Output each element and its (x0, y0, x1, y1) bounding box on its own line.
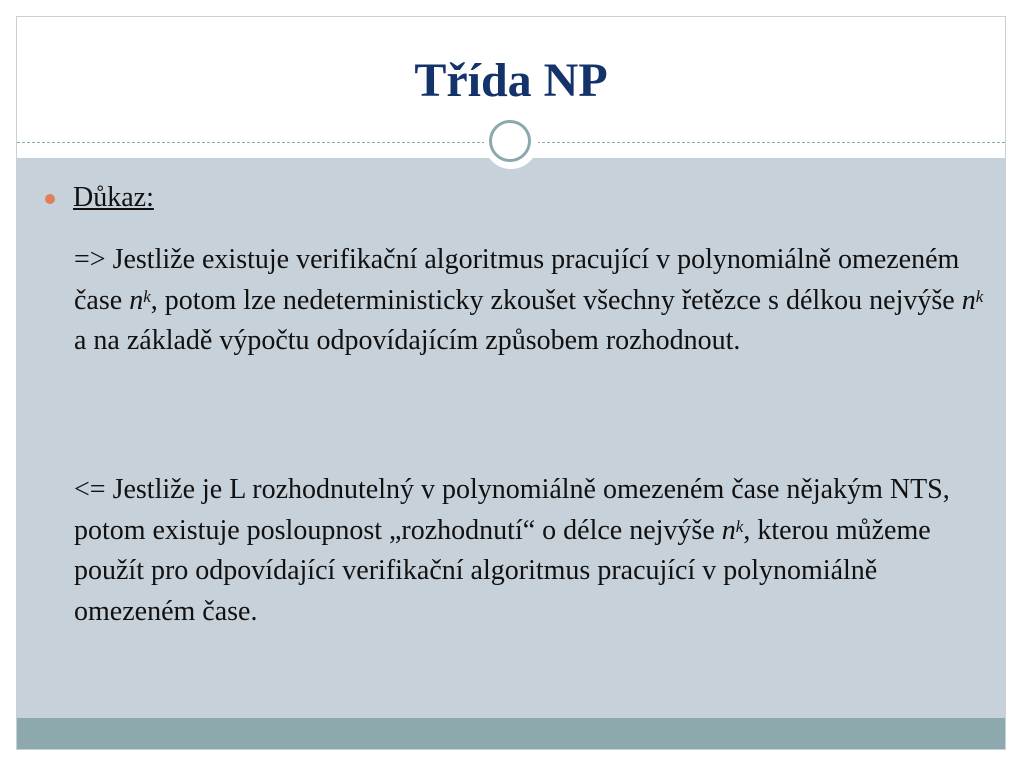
paragraph2-exponent-k: k (735, 516, 744, 536)
paragraph1-text-c: a na základě výpočtu odpovídajícím způsobem rozhodnout. (74, 325, 741, 356)
slide (16, 16, 1006, 750)
paragraph-forward-direction (74, 240, 984, 362)
content-area (17, 158, 1005, 718)
footer-bar (17, 718, 1005, 750)
paragraph2-var-n: n (721, 514, 736, 546)
paragraph1-text-a: => Jestliže existuje verifikační algoritmus pracující v polynomiálně omezeném čase (74, 244, 960, 316)
paragraph2-text-a: <= Jestliže je L rozhodnutelný v polynomiálně omezeném čase nějakým NTS, potom existuje posloupnost „rozhodnutí“ o délce nejvýše (74, 474, 950, 546)
paragraph2-text-b: , kterou můžeme použít pro odpovídající verifikační algoritmus pracující v polynomiálně omezeném čase. (74, 514, 931, 627)
circle-ring (489, 120, 531, 162)
paragraph1-exponent-k-2: k (975, 286, 984, 306)
bullet-item (45, 178, 154, 218)
paragraph1-var-n-2: n (961, 284, 976, 316)
paragraph1-var-n-1: n (129, 284, 144, 316)
paragraph-backward-direction (74, 470, 984, 632)
paragraph1-exponent-k-1: k (143, 286, 151, 306)
bullet-dot-icon (45, 194, 55, 204)
bullet-label: Důkaz: (73, 182, 154, 213)
circle-ornament-icon (484, 115, 538, 169)
paragraph1-text-b: , potom lze nedeterministicky zkoušet všechny řetězce s délkou nejvýše (150, 284, 962, 316)
slide-title: Třída NP (414, 54, 608, 107)
